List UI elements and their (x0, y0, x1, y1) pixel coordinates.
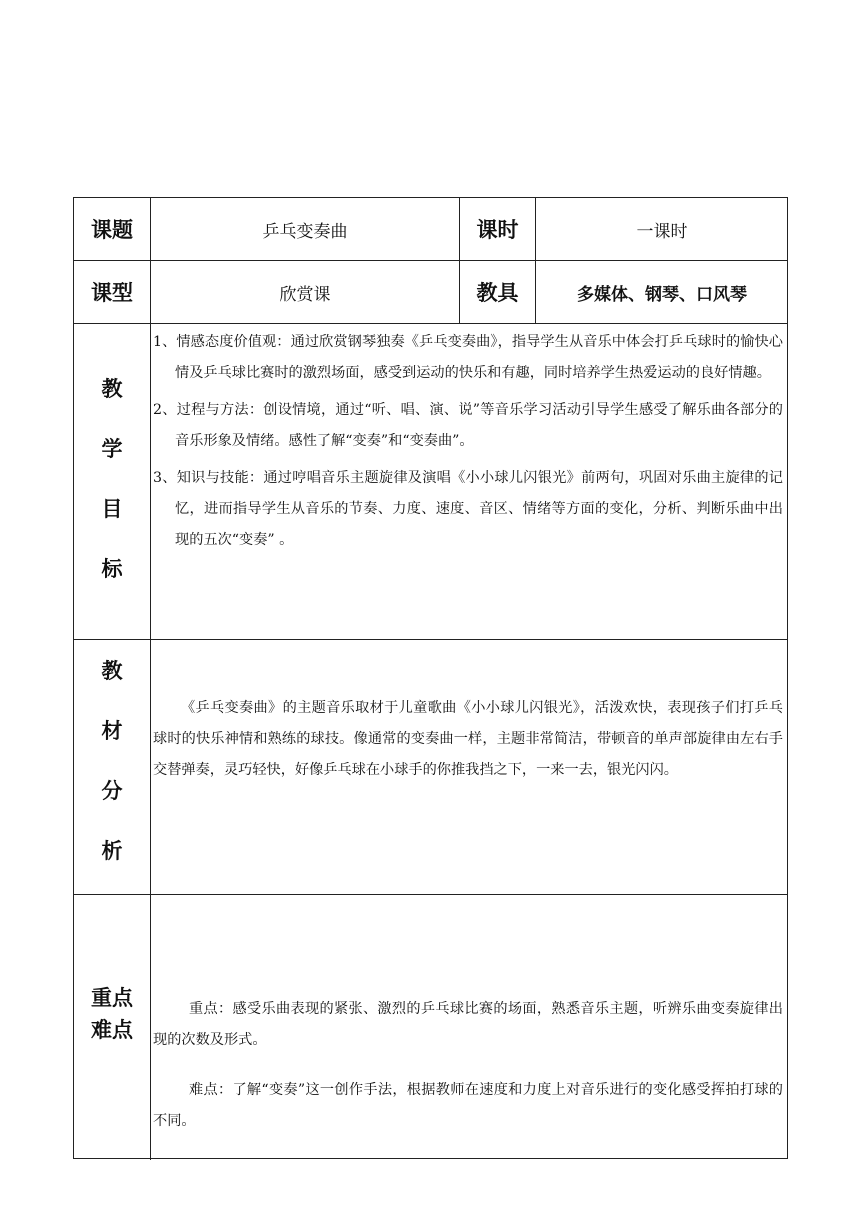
course-label: 课题 (91, 218, 133, 242)
analysis-text: 《乒乓变奏曲》的主题音乐取材于儿童歌曲《小小球儿闪银光》，活泼欢快，表现孩子们打乒乓球时的快乐神情和熟练的球技。像通常的变奏曲一样，主题非常简洁，带顿音的单声部旋律由左右手交替弹奏，灵巧轻快，好像乒乓球在小球手的你推我挡之下，一来一去，银光闪闪。 (153, 700, 783, 778)
row-divider (74, 323, 787, 324)
objectives-label: 教 学 目 标 (101, 377, 123, 581)
period-label: 课时 (476, 218, 519, 242)
type-label: 课型 (91, 281, 133, 305)
course-title: 乒乓变奏曲 (262, 221, 348, 242)
objective-item: 3、知识与技能：通过哼唱音乐主题旋律及演唱《小小球儿闪银光》前两句，巩固对乐曲主旋律的记忆，进而指导学生从音乐的节奏、力度、速度、音区、情绪等方面的变化，分析、判断乐曲中出现的五次“变奏” 。 (153, 470, 783, 548)
lesson-plan-table (73, 197, 788, 1159)
objective-item: 1、情感态度价值观：通过欣赏钢琴独奏《乒乓变奏曲》，指导学生从音乐中体会打乒乓球时的愉快心情及乒乓球比赛时的激烈场面，感受到运动的快乐和有趣，同时培养学生热爱运动的良好情趣。 (153, 334, 783, 381)
row-divider (74, 894, 787, 895)
difficulty-text: 难点：了解“变奏”这一创作手法，根据教师在速度和力度上对音乐进行的变化感受挥拍打球的不同。 (153, 1082, 783, 1129)
objective-item: 2、过程与方法：创设情境，通过“听、唱、演、说”等音乐学习活动引导学生感受了解乐曲各部分的音乐形象及情绪。感性了解“变奏”和“变奏曲”。 (153, 402, 783, 449)
analysis-content (151, 693, 787, 786)
row-divider (74, 639, 787, 640)
aids-label: 教具 (476, 281, 519, 305)
period-value: 一课时 (636, 221, 688, 242)
aids-value: 多媒体、钢琴、口风琴 (577, 284, 747, 305)
focus-text: 重点：感受乐曲表现的紧张、激烈的乒乓球比赛的场面，熟悉音乐主题，听辨乐曲变奏旋律出现的次数及形式。 (153, 1001, 783, 1048)
key-points-content (151, 994, 787, 1137)
key-points-label: 重点 难点 (91, 986, 133, 1042)
type-value: 欣赏课 (279, 284, 331, 305)
objectives-content (151, 327, 787, 562)
analysis-label: 教 材 分 析 (101, 659, 123, 863)
